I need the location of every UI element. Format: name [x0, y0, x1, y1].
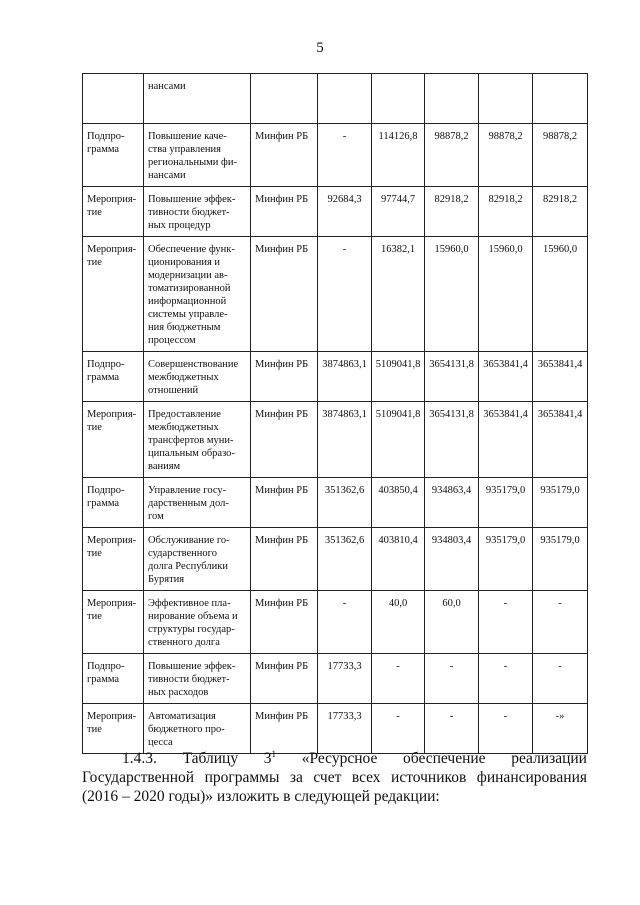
- cell-value-2019: 82918,2: [479, 187, 533, 237]
- cell-value-2019: -: [479, 704, 533, 754]
- cell-type: Подпро- грамма: [83, 124, 144, 187]
- cell-type: Мероприя- тие: [83, 402, 144, 478]
- cell-value-2019: 98878,2: [479, 124, 533, 187]
- cell-value-2016: 3874863,1: [318, 402, 372, 478]
- cell-type: Подпро- грамма: [83, 654, 144, 704]
- table-row: [83, 124, 588, 187]
- cell-value-2019: 935179,0: [479, 478, 533, 528]
- cell-name: Автоматизация бюджетного про- цесса: [144, 704, 251, 754]
- cell-org: Минфин РБ: [251, 187, 318, 237]
- cell-value-2020: [533, 74, 588, 124]
- cell-value-2016: [318, 74, 372, 124]
- cell-value-2017: -: [372, 654, 425, 704]
- cell-org: Минфин РБ: [251, 654, 318, 704]
- cell-org: Минфин РБ: [251, 237, 318, 352]
- cell-value-2017: 5109041,8: [372, 402, 425, 478]
- cell-value-2017: 403850,4: [372, 478, 425, 528]
- cell-value-2020: 15960,0: [533, 237, 588, 352]
- table-row: [83, 402, 588, 478]
- cell-value-2016: 17733,3: [318, 654, 372, 704]
- cell-value-2019: 3653841,4: [479, 402, 533, 478]
- cell-value-2016: -: [318, 237, 372, 352]
- paragraph-text: «Ресурсное обеспечение реализации Государственной программы за счет всех источников финансирования (2016 – 2020 годы)» изложить в следующей редакции:: [82, 750, 587, 806]
- cell-value-2020: 98878,2: [533, 124, 588, 187]
- cell-org: Минфин РБ: [251, 352, 318, 402]
- table-row: [83, 74, 588, 124]
- cell-name: Обеспечение функ- ционирования и модернизации ав- томатизированной информационной системы управле- ния бюджетным процессом: [144, 237, 251, 352]
- cell-name: Повышение эффек- тивности бюджет- ных процедур: [144, 187, 251, 237]
- cell-type: Подпро- грамма: [83, 478, 144, 528]
- cell-value-2016: 17733,3: [318, 704, 372, 754]
- table-row: [83, 528, 588, 591]
- cell-value-2020: -: [533, 591, 588, 654]
- cell-value-2020: -: [533, 654, 588, 704]
- cell-org: Минфин РБ: [251, 402, 318, 478]
- cell-value-2020: 3653841,4: [533, 352, 588, 402]
- cell-name: Предоставление межбюджетных трансфертов муни- ципальным образо- ваниям: [144, 402, 251, 478]
- cell-value-2016: -: [318, 124, 372, 187]
- cell-value-2019: 935179,0: [479, 528, 533, 591]
- cell-value-2018: 934863,4: [425, 478, 479, 528]
- table-row: [83, 187, 588, 237]
- table-row: [83, 352, 588, 402]
- cell-value-2020: 3653841,4: [533, 402, 588, 478]
- footnote-mark: 1: [271, 749, 277, 759]
- table-row: [83, 591, 588, 654]
- cell-type: Мероприя- тие: [83, 237, 144, 352]
- cell-value-2016: 3874863,1: [318, 352, 372, 402]
- cell-value-2017: -: [372, 704, 425, 754]
- cell-type: Мероприя- тие: [83, 528, 144, 591]
- cell-org: Минфин РБ: [251, 528, 318, 591]
- cell-value-2017: [372, 74, 425, 124]
- cell-value-2016: 351362,6: [318, 478, 372, 528]
- cell-value-2016: 92684,3: [318, 187, 372, 237]
- cell-name: Эффективное пла- нирование объема и структуры государ- ственного долга: [144, 591, 251, 654]
- cell-value-2018: 98878,2: [425, 124, 479, 187]
- cell-value-2017: 16382,1: [372, 237, 425, 352]
- cell-name: Управление госу- дарственным дол- гом: [144, 478, 251, 528]
- cell-value-2020: 82918,2: [533, 187, 588, 237]
- cell-type: Мероприя- тие: [83, 187, 144, 237]
- cell-org: Минфин РБ: [251, 124, 318, 187]
- cell-name: Повышение эффек- тивности бюджет- ных расходов: [144, 654, 251, 704]
- cell-org: Минфин РБ: [251, 704, 318, 754]
- cell-value-2019: [479, 74, 533, 124]
- instruction-paragraph: [82, 745, 587, 806]
- cell-org: Минфин РБ: [251, 591, 318, 654]
- table-row: [83, 478, 588, 528]
- resource-table: [82, 73, 588, 754]
- cell-value-2017: 114126,8: [372, 124, 425, 187]
- cell-value-2017: 40,0: [372, 591, 425, 654]
- cell-value-2019: -: [479, 591, 533, 654]
- cell-value-2020: -»: [533, 704, 588, 754]
- cell-org: [251, 74, 318, 124]
- cell-name: Обслуживание го- сударственного долга Республики Бурятия: [144, 528, 251, 591]
- cell-value-2018: 3654131,8: [425, 352, 479, 402]
- cell-value-2018: 3654131,8: [425, 402, 479, 478]
- table-row: [83, 654, 588, 704]
- cell-value-2019: -: [479, 654, 533, 704]
- cell-value-2019: 3653841,4: [479, 352, 533, 402]
- cell-type: Мероприя- тие: [83, 704, 144, 754]
- cell-type: Мероприя- тие: [83, 591, 144, 654]
- cell-value-2020: 935179,0: [533, 478, 588, 528]
- cell-value-2018: [425, 74, 479, 124]
- cell-value-2020: 935179,0: [533, 528, 588, 591]
- cell-value-2018: -: [425, 654, 479, 704]
- cell-name: нансами: [144, 74, 251, 124]
- cell-value-2016: -: [318, 591, 372, 654]
- cell-value-2017: 5109041,8: [372, 352, 425, 402]
- cell-type: [83, 74, 144, 124]
- cell-value-2017: 97744,7: [372, 187, 425, 237]
- cell-value-2018: -: [425, 704, 479, 754]
- cell-value-2018: 82918,2: [425, 187, 479, 237]
- cell-value-2017: 403810,4: [372, 528, 425, 591]
- cell-name: Повышение каче- ства управления региональными фи- нансами: [144, 124, 251, 187]
- cell-org: Минфин РБ: [251, 478, 318, 528]
- cell-type: Подпро- грамма: [83, 352, 144, 402]
- cell-value-2019: 15960,0: [479, 237, 533, 352]
- page-number: 5: [316, 40, 324, 56]
- cell-name: Совершенствование межбюджетных отношений: [144, 352, 251, 402]
- table-row: [83, 237, 588, 352]
- cell-value-2018: 934803,4: [425, 528, 479, 591]
- cell-value-2016: 351362,6: [318, 528, 372, 591]
- cell-value-2018: 60,0: [425, 591, 479, 654]
- paragraph-lead: 1.4.3. Таблицу 3: [122, 750, 272, 768]
- cell-value-2018: 15960,0: [425, 237, 479, 352]
